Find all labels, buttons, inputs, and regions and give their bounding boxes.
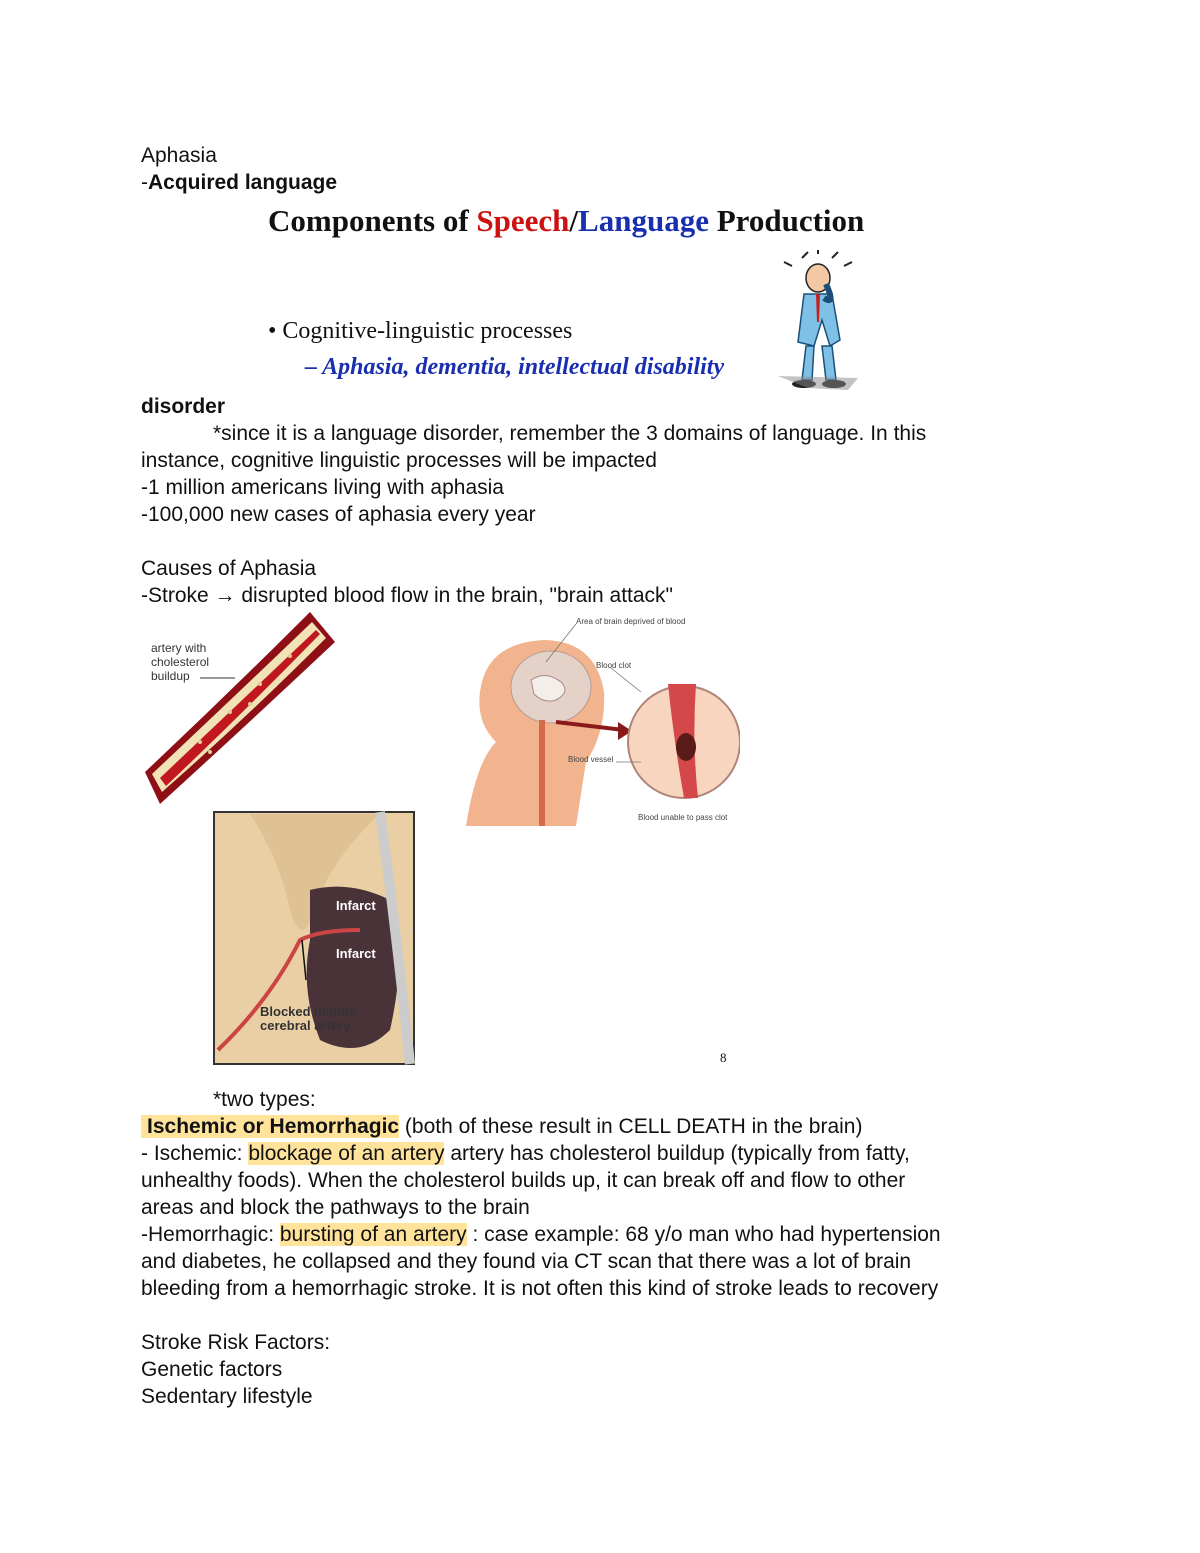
types-line (141, 1113, 862, 1140)
label-brain-deprived: Area of brain deprived of blood (576, 617, 686, 626)
stroke-line: -Stroke → disrupted blood flow in the brain, "brain attack" (141, 584, 674, 607)
slide-title-b: Production (708, 203, 865, 238)
thinking-man-icon (778, 250, 858, 392)
two-types-line: *two types: (213, 1088, 316, 1111)
slide-sub-bullet: – Aphasia, dementia, intellectual disability (305, 354, 725, 380)
ischemic-rest: artery has cholesterol buildup (typically from fatty, (444, 1142, 910, 1165)
risk-item-sedentary: Sedentary lifestyle (141, 1385, 313, 1408)
since-line-1: *since it is a language disorder, remember the 3 domains of language. In this (213, 422, 927, 445)
slide-number: 8 (720, 1050, 727, 1065)
artery-label-3: buildup (151, 669, 190, 683)
slide-bullet: • Cognitive-linguistic processes (268, 318, 573, 344)
hemorrhagic-line-3: bleeding from a hemorrhagic stroke. It is not often this kind of stroke leads to recovery (141, 1277, 939, 1300)
ischemic-line-2: unhealthy foods). When the cholesterol builds up, it can break off and flow to other (141, 1169, 906, 1192)
new-cases-line: -100,000 new cases of aphasia every year (141, 503, 536, 526)
hemorrhagic-highlight: bursting of an artery (279, 1223, 467, 1246)
acquired-prefix: - (141, 171, 148, 194)
acquired-line (141, 169, 337, 196)
ischemic-line-1 (141, 1140, 910, 1167)
label-blood-vessel: Blood vessel (568, 755, 614, 764)
infarct-figure (210, 800, 416, 1068)
topic-heading: Aphasia (141, 144, 217, 167)
million-line: -1 million americans living with aphasia (141, 476, 504, 499)
hemorrhagic-line-2: and diabetes, he collapsed and they found via CT scan that there was a lot of brain (141, 1250, 912, 1273)
slide-title-language: Language (578, 203, 709, 238)
blocked-label-1: Blocked middle (260, 1004, 357, 1019)
infarct-label-1: Infarct (336, 898, 376, 913)
blood-clot-figure (436, 612, 740, 826)
slide-title-speech: Speech (476, 203, 570, 238)
artery-label-1: artery with (151, 641, 207, 655)
blocked-label-2: cerebral artery (260, 1018, 351, 1033)
artery-cholesterol-figure (140, 612, 335, 810)
slide-title-slash: / (569, 203, 579, 238)
slide-title-a: Components of (268, 203, 477, 238)
infarct-label-2: Infarct (336, 946, 376, 961)
disorder-word: disorder (141, 395, 226, 418)
acquired-bold: Acquired language (148, 171, 338, 194)
causes-title: Causes of Aphasia (141, 557, 317, 580)
hemorrhagic-prefix: -Hemorrhagic: (141, 1223, 280, 1246)
hemorrhagic-line-1 (141, 1221, 941, 1248)
ischemic-highlight: blockage of an artery (248, 1142, 445, 1165)
risk-title: Stroke Risk Factors: (141, 1331, 331, 1354)
artery-label-2: cholesterol (151, 655, 210, 669)
ischemic-line-3: areas and block the pathways to the brain (141, 1196, 530, 1219)
label-blood-clot: Blood clot (596, 661, 632, 670)
types-rest: (both of these result in CELL DEATH in the brain) (399, 1115, 863, 1138)
ischemic-prefix: - Ischemic: (141, 1142, 249, 1165)
risk-item-genetic: Genetic factors (141, 1358, 283, 1381)
label-blood-unable: Blood unable to pass clot (638, 813, 728, 822)
types-bold: Ischemic or Hemorrhagic (141, 1115, 399, 1138)
hemorrhagic-rest: : case example: 68 y/o man who had hypertension (466, 1223, 941, 1246)
since-line-2: instance, cognitive linguistic processes will be impacted (141, 449, 657, 472)
slide-title (268, 203, 864, 239)
